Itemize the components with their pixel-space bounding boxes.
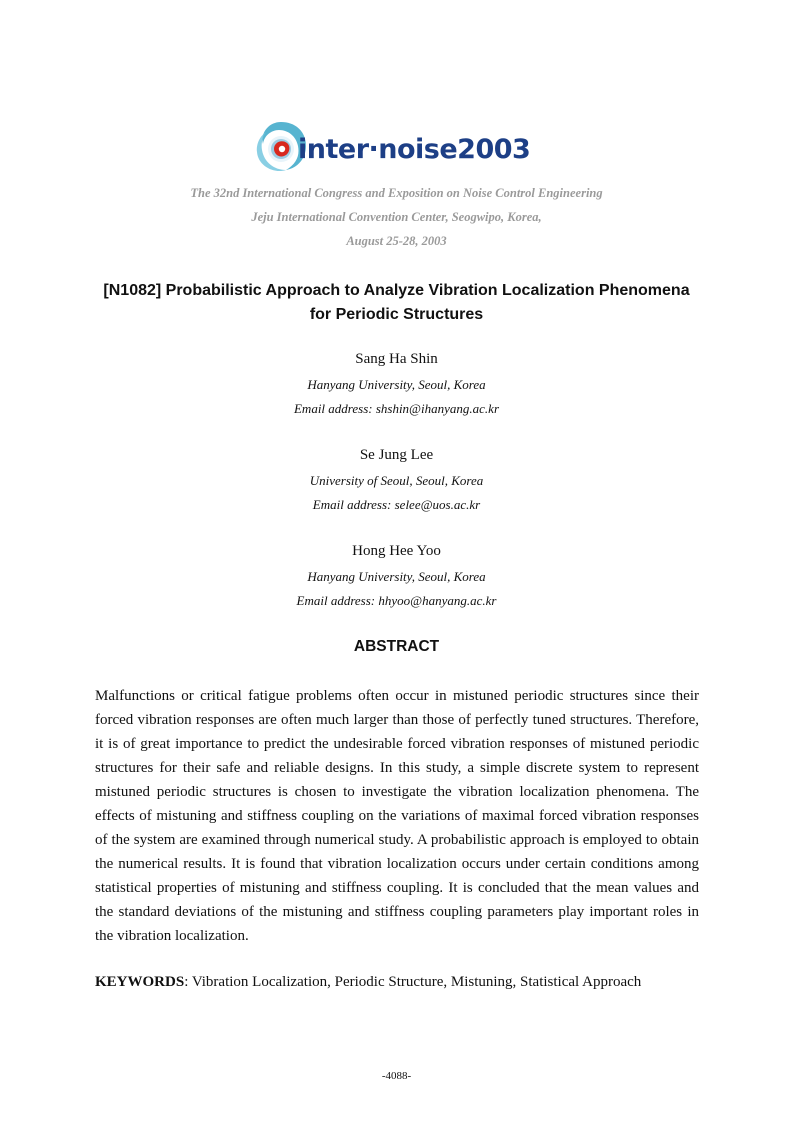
keywords — [95, 974, 715, 991]
page-number: -4088- — [381, 1070, 412, 1082]
author-affiliation: Hanyang University, Seoul, Korea — [307, 569, 486, 584]
abstract-text: Malfunctions or critical fatigue problems often occur in mistuned periodic structures since their forced vibration responses are often much larger than those of perfectly tuned structures. Therefore, it is of great importance to predict the undesirable forced vibration responses of mistuned periodic structures for their safe and reliable designs. In this study, a simple discrete system to represent mistuned periodic structures is chosen to investigate the vibration localization phenomena. The effects of mistuning and stiffness coupling on the variations of maximal forced vibration responses of the system are examined through numerical study. A probabilistic approach is employed to obtain the numerical results. It is found that vibration localization occurs under certain conditions among statistical properties of mistuning and stiffness coupling. It is concluded that the mean values and the standard deviations of the mistuning and stiffness coupling parameters play important roles in the vibration localization. — [95, 688, 699, 944]
keywords-list: : Vibration Localization, Periodic Structure, Mistuning, Statistical Approach — [184, 974, 642, 990]
author-name: Hong Hee Yoo — [352, 543, 441, 559]
conference-venue: Jeju International Convention Center, Seogwipo, Korea, — [251, 210, 542, 224]
logo-wordmark: inter·noise2003 — [298, 134, 531, 165]
paper-title-line-1: [N1082] Probabilistic Approach to Analyze Vibration Localization Phenomena — [103, 282, 690, 299]
abstract-heading: ABSTRACT — [353, 638, 440, 655]
paper-title — [80, 279, 713, 327]
paper-title-line-2: for Periodic Structures — [309, 306, 484, 323]
author-name: Sang Ha Shin — [355, 351, 438, 367]
author-affiliation: Hanyang University, Seoul, Korea — [307, 377, 486, 392]
author-email: Email address: hhyoo@hanyang.ac.kr — [296, 593, 497, 608]
keywords-label: KEYWORDS — [95, 974, 185, 990]
author-name: Se Jung Lee — [359, 447, 434, 463]
author-email: Email address: shshin@ihanyang.ac.kr — [293, 401, 500, 416]
author-email: Email address: selee@uos.ac.kr — [312, 497, 481, 512]
conference-logo — [252, 118, 552, 180]
conference-dates: August 25-28, 2003 — [346, 234, 447, 248]
conference-name: The 32nd International Congress and Exposition on Noise Control Engineering — [190, 186, 603, 200]
author-affiliation: University of Seoul, Seoul, Korea — [309, 473, 484, 488]
